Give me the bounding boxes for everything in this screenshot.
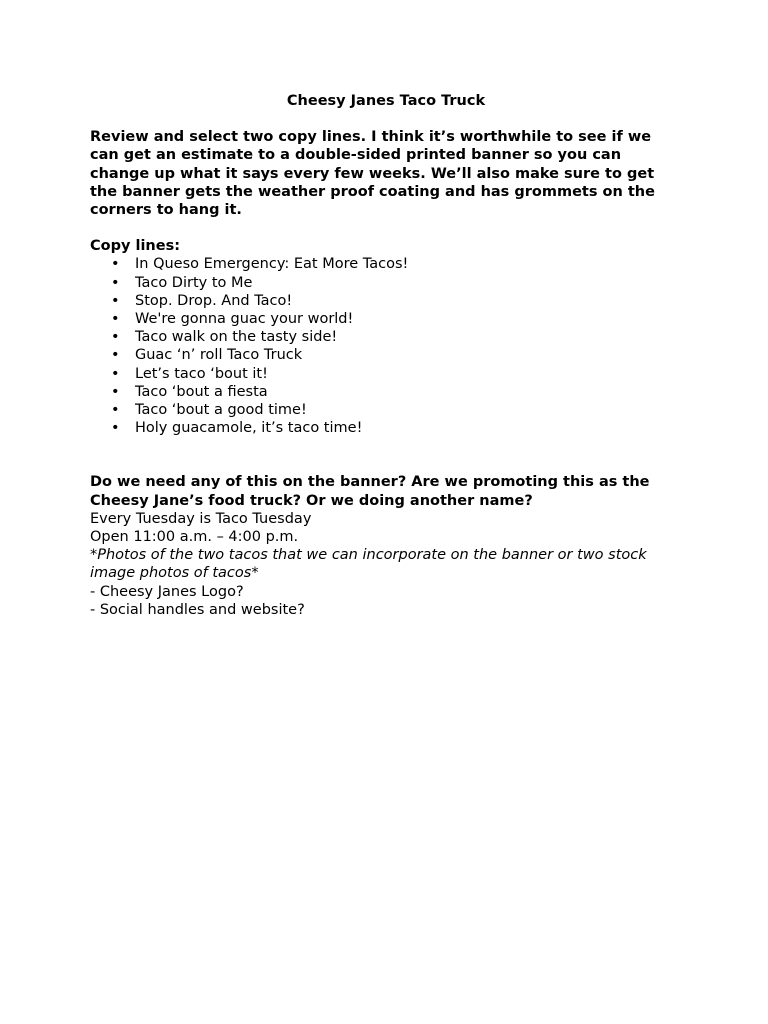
copy-line-item bbox=[90, 365, 682, 383]
bullet-icon: • bbox=[111, 256, 120, 273]
logo-line: - Cheesy Janes Logo? bbox=[90, 583, 244, 600]
bullet-icon: • bbox=[111, 274, 120, 291]
copy-lines-heading: Copy lines: bbox=[90, 238, 181, 255]
copy-line-text: In Queso Emergency: Eat More Tacos! bbox=[135, 256, 409, 273]
copy-line-item bbox=[90, 255, 682, 273]
copy-line-item bbox=[90, 274, 682, 292]
bullet-icon: • bbox=[111, 347, 120, 364]
hours-line: Open 11:00 a.m. – 4:00 p.m. bbox=[90, 529, 299, 546]
copy-lines-list bbox=[90, 255, 682, 437]
copy-line-item bbox=[90, 401, 682, 419]
copy-line-text: We're gonna guac your world! bbox=[135, 311, 354, 328]
bullet-icon: • bbox=[111, 420, 120, 437]
social-line: - Social handles and website? bbox=[90, 601, 305, 618]
copy-line-item bbox=[90, 310, 682, 328]
bullet-icon: • bbox=[111, 292, 120, 309]
copy-line-item bbox=[90, 383, 682, 401]
copy-line-item bbox=[90, 346, 682, 364]
bullet-icon: • bbox=[111, 383, 120, 400]
copy-line-item bbox=[90, 419, 682, 437]
bullet-icon: • bbox=[111, 329, 120, 346]
banner-question: Do we need any of this on the banner? Are we promoting this as the Cheesy Jane’s food truck? Or we doing another name? bbox=[90, 474, 650, 509]
photo-note-close-asterisk: * bbox=[251, 565, 259, 582]
copy-line-text: Taco Dirty to Me bbox=[135, 274, 253, 291]
bullet-icon: • bbox=[111, 402, 120, 419]
photo-note-open-asterisk: * bbox=[90, 547, 98, 564]
taco-tuesday-line: Every Tuesday is Taco Tuesday bbox=[90, 510, 312, 527]
copy-line-text: Holy guacamole, it’s taco time! bbox=[135, 420, 363, 437]
document-body bbox=[90, 92, 682, 619]
document-title: Cheesy Janes Taco Truck bbox=[286, 93, 486, 109]
intro-paragraph: Review and select two copy lines. I think it’s worthwhile to see if we can get an estimate to a double-sided printed banner so you can change up what it says every few weeks. We’ll also make sure to get the banner gets the weather proof coating and has grommets on the corners to hang it. bbox=[90, 129, 655, 219]
copy-line-text: Taco ‘bout a good time! bbox=[135, 402, 307, 419]
bullet-icon: • bbox=[111, 365, 120, 382]
copy-line-text: Let’s taco ‘bout it! bbox=[135, 365, 268, 382]
photo-note bbox=[90, 546, 682, 582]
copy-line-text: Taco walk on the tasty side! bbox=[135, 329, 338, 346]
copy-line-text: Taco ‘bout a fiesta bbox=[135, 383, 268, 400]
copy-line-text: Guac ‘n’ roll Taco Truck bbox=[135, 347, 303, 364]
copy-line-text: Stop. Drop. And Taco! bbox=[135, 292, 293, 309]
photo-note-text: Photos of the two tacos that we can incorporate on the banner or two stock image photos of tacos bbox=[90, 547, 647, 582]
bullet-icon: • bbox=[111, 311, 120, 328]
copy-line-item bbox=[90, 328, 682, 346]
copy-line-item bbox=[90, 292, 682, 310]
